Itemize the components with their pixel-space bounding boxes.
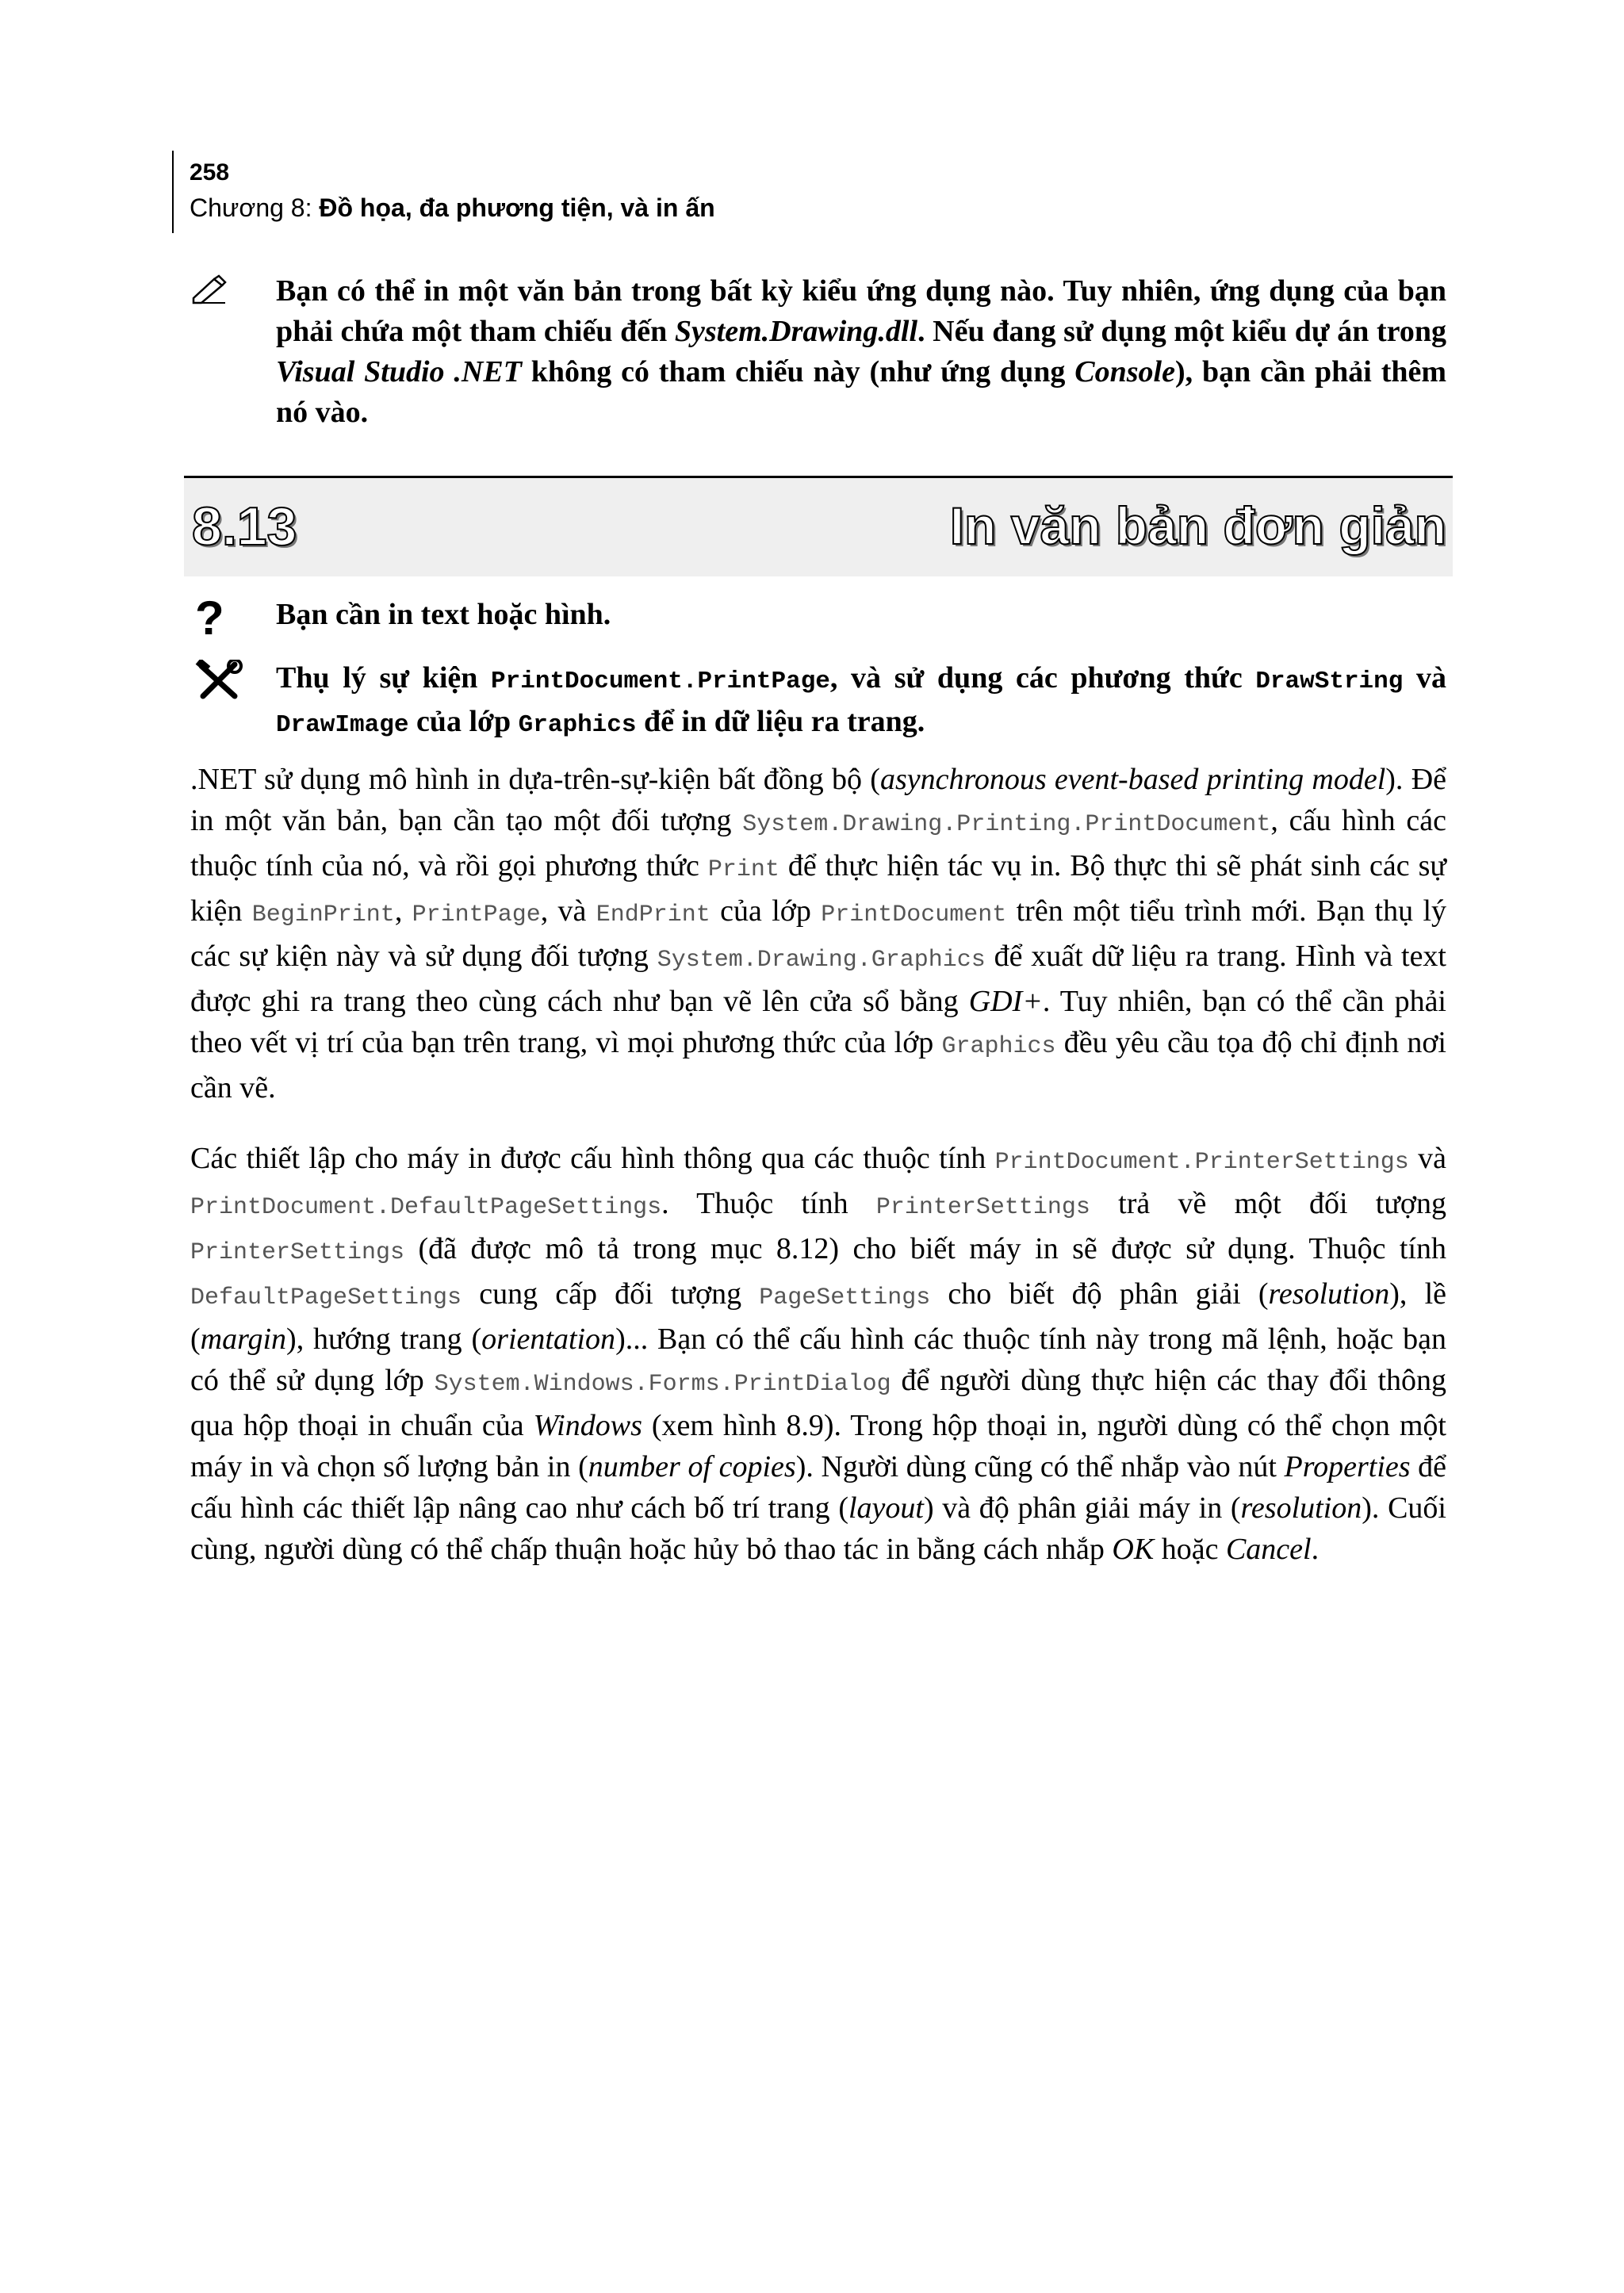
chapter-prefix: Chương 8: [190,193,320,222]
section-title: In văn bản đơn giản [949,496,1446,555]
note-console: Console [1074,355,1175,389]
p2-italic-5: number of copies [588,1450,796,1483]
p1-code-4: PrintPage [412,902,541,928]
p2-text-12: (xem hình 8.9). Trong hộp thoại in, người dùng có thể chọn một máy in và chọn số lượng bản in ( [190,1409,1446,1483]
solution-code-drawimage: DrawImage [276,711,409,739]
p1-text-5: , [394,894,412,928]
solution-text-2: , và sử dụng các phương thức [829,661,1256,695]
running-header [172,151,715,233]
note-text-2: . Nếu đang sử dụng một kiểu dự án trong [917,315,1446,348]
solution-text [276,658,1446,745]
problem-block [190,591,1446,645]
p1-text-3: , cấu hình các thuộc tính của nó, và rồi gọi phương thức [190,804,1446,882]
note-vs-name: Visual Studio .NET [276,355,522,389]
p2-text-7: cho biết độ phân giải ( [930,1277,1269,1311]
p1-code-2: Print [707,856,779,883]
p2-code-7: System.Windows.Forms.PrintDialog [434,1371,891,1398]
note-text-4: ), bạn cần phải thêm nó vào. [276,355,1447,429]
note-text-3: không có tham chiếu này (như ứng dụng [521,355,1075,389]
solution-code-graphics: Graphics [518,711,637,739]
p2-text-10: )... Bạn có thể cấu hình các thuộc tính này trong mã lệnh, hoặc bạn có thể sử dụng lớp [190,1323,1447,1397]
p2-italic-9: OK [1112,1533,1155,1566]
p2-italic-2: margin [200,1323,287,1356]
p2-text-4: trả về một đối tượng [1090,1187,1446,1220]
solution-code-printpage: PrintDocument.PrintPage [491,668,830,695]
p1-italic-2: GDI+ [968,985,1043,1018]
paragraph-2 [190,1138,1446,1570]
problem-text: Bạn cần in text hoặc hình. [276,598,611,631]
tools-icon [195,660,243,701]
p1-text-11: đều yêu cầu tọa độ chỉ định nơi cần vẽ. [190,1026,1446,1104]
p1-code-8: Graphics [941,1033,1056,1060]
p2-italic-7: layout [848,1491,924,1525]
p2-italic-3: orientation [481,1323,616,1356]
p1-text-1: .NET sử dụng mô hình in dựa-trên-sự-kiện bất đồng bộ ( [190,763,880,796]
p1-code-5: EndPrint [596,902,710,928]
p2-code-2: PrintDocument.DefaultPageSettings [190,1194,662,1221]
p2-code-6: PageSettings [759,1284,931,1311]
p2-text-14: để cấu hình các thiết lập nâng cao như cách bố trí trang ( [190,1450,1447,1525]
p1-code-1: System.Drawing.Printing.PrintDocument [742,811,1271,838]
p2-italic-6: Properties [1284,1450,1411,1483]
p1-text-10: . Tuy nhiên, bạn có thể cần phải theo vết vị trí của bạn trên trang, vì mọi phương thức của lớp [190,985,1446,1059]
chapter-title: Đồ họa, đa phương tiện, và in ấn [319,193,715,222]
p1-text-2: ). Để in một văn bản, bạn cần tạo một đối tượng [190,763,1447,837]
p2-text-2: và [1408,1142,1446,1175]
note-block [190,271,1446,433]
p2-italic-1: resolution [1268,1277,1390,1311]
p1-text-6: , và [540,894,596,928]
p2-text-17: hoặc [1154,1533,1226,1566]
p2-italic-4: Windows [533,1409,642,1442]
note-text-1: Bạn có thể in một văn bản trong bất kỳ kiểu ứng dụng nào. Tuy nhiên, ứng dụng của bạn phải chứa một tham chiếu đến [276,274,1446,348]
p2-code-5: DefaultPageSettings [190,1284,462,1311]
solution-text-5: để in dữ liệu ra trang. [636,705,925,738]
p1-text-4: để thực hiện tác vụ in. Bộ thực thi sẽ phát sinh các sự kiện [190,849,1447,928]
p1-code-3: BeginPrint [251,902,395,928]
p2-italic-8: resolution [1240,1491,1362,1525]
p1-text-9: để xuất dữ liệu ra trang. Hình và text được ghi ra trang theo cùng cách như bạn vẽ lên cửa sổ bằng [190,940,1446,1018]
section-heading [184,476,1453,576]
note-text [276,271,1446,433]
p2-text-13: ). Người dùng cũng có thể nhắp vào nút [795,1450,1285,1483]
p1-code-7: System.Drawing.Graphics [657,947,986,974]
pencil-note-icon [190,274,228,306]
p2-text-6: cung cấp đối tượng [462,1277,760,1311]
p2-text-15: ) và độ phân giải máy in ( [923,1491,1241,1525]
solution-text-1: Thụ lý sự kiện [276,661,492,695]
p2-code-4: PrinterSettings [190,1239,405,1266]
solution-code-drawstring: DrawString [1255,668,1404,695]
p2-code-3: PrinterSettings [875,1194,1090,1221]
question-mark-icon: ? [195,591,224,645]
p1-text-8: trên một tiểu trình mới. Bạn thụ lý các sự kiện này và sử dụng đối tượng [190,894,1447,973]
p2-text-18: . [1311,1533,1320,1566]
p2-text-9: ), hướng trang ( [286,1323,482,1356]
section-number: 8.13 [192,496,297,557]
p2-text-16: ). Cuối cùng, người dùng có thể chấp thuận hoặc hủy bỏ thao tác in bằng cách nhắp [190,1491,1446,1566]
paragraph-1 [190,759,1446,1108]
p2-code-1: PrintDocument.PrinterSettings [994,1149,1409,1176]
p1-italic-1: asynchronous event-based printing model [879,763,1386,796]
chapter-heading [190,190,715,225]
note-dll-name: System.Drawing.dll [674,315,918,348]
page-number: 258 [190,159,230,186]
p2-text-3: . Thuộc tính [661,1187,876,1220]
solution-text-4: của lớp [408,705,519,738]
p1-code-6: PrintDocument [821,902,1007,928]
p2-text-5: (đã được mô tả trong mục 8.12) cho biết máy in sẽ được sử dụng. Thuộc tính [404,1232,1446,1265]
p2-text-1: Các thiết lập cho máy in được cấu hình thông qua các thuộc tính [190,1142,995,1175]
p2-text-11: để người dùng thực hiện các thay đổi thông qua hộp thoại in chuẩn của [190,1364,1447,1442]
solution-block [190,658,1446,745]
p1-text-7: của lớp [710,894,822,928]
p2-text-8: ), lề ( [190,1277,1446,1356]
p2-italic-10: Cancel [1225,1533,1312,1566]
solution-text-3: và [1403,661,1446,695]
